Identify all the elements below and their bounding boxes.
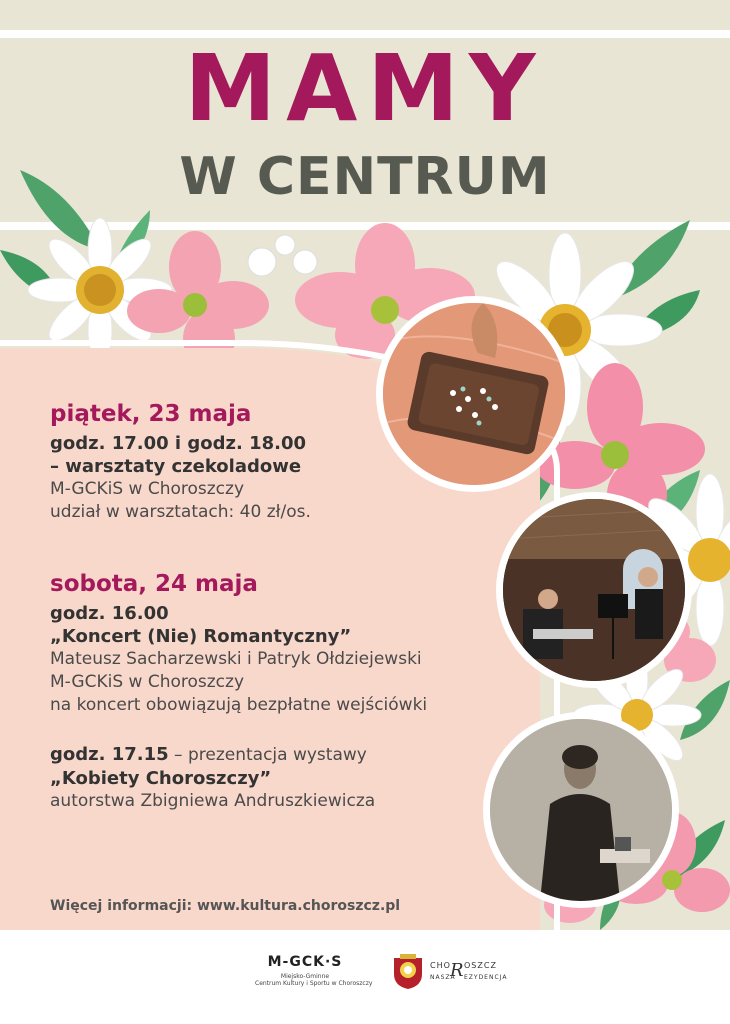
saturday-event-name: „Koncert (Nie) Romantyczny”: [50, 626, 352, 647]
choroszcz-logo-bottom-left: NASZA: [430, 974, 456, 981]
choroszcz-logo-bottom-right: EZYDENCJA: [464, 974, 508, 981]
friday-event-name: – warsztaty czekoladowe: [50, 456, 302, 477]
choroszcz-logo: [392, 954, 512, 994]
exhibition-author: autorstwa Zbigniewa Andruszkiewicza: [50, 791, 376, 811]
friday-event: [50, 400, 520, 524]
saturday-date: sobota, 24 maja: [50, 571, 258, 597]
poster-title: MAMY: [184, 35, 546, 142]
saturday-info: na koncert obowiązują bezpłatne wejściówki: [50, 695, 428, 715]
saturday-event: [50, 570, 520, 813]
poster-subtitle: W CENTRUM: [179, 147, 551, 207]
friday-info: udział w warsztatach: 40 zł/os.: [50, 502, 311, 522]
friday-place: M-GCKiS w Choroszczy: [50, 479, 245, 499]
small-flower-icon: [248, 235, 317, 276]
exhibition-title: „Kobiety Choroszczy”: [50, 768, 272, 789]
friday-date: piątek, 23 maja: [50, 401, 252, 427]
exhibition-time: godz. 17.15: [50, 744, 169, 765]
saturday-place: M-GCKiS w Choroszczy: [50, 672, 245, 692]
mgckis-logo-title: M-GCK·S: [267, 954, 343, 970]
more-info-link[interactable]: Więcej informacji: www.kultura.choroszcz.pl: [50, 898, 401, 914]
exhibition-line: [50, 743, 520, 767]
mgckis-logo: [255, 954, 373, 987]
choroszcz-logo-letter: R: [450, 960, 464, 981]
mgckis-logo-line2: Centrum Kultury i Sportu w Choroszczy: [255, 980, 373, 987]
mgckis-logo-line1: Miejsko-Gminne: [280, 973, 330, 980]
exhibition-desc: – prezentacja wystawy: [168, 745, 367, 765]
saturday-performers: Mateusz Sacharzewski i Patryk Ołdziejewski: [50, 649, 422, 669]
leaf-icon: [20, 170, 100, 250]
saturday-time: godz. 16.00: [50, 603, 169, 624]
concert-photo: [496, 492, 692, 688]
event-list: [50, 400, 520, 813]
footer: [0, 930, 730, 1024]
coat-of-arms-icon: [392, 954, 424, 990]
choroszcz-logo-top-left: CHO: [430, 961, 451, 970]
friday-time: godz. 17.00 i godz. 18.00: [50, 433, 307, 454]
choroszcz-logo-top-right: OSZCZ: [464, 961, 497, 970]
